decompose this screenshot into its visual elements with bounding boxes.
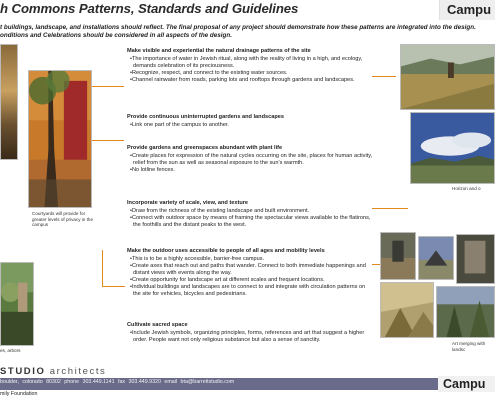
section-bullet: •Create opportunity for landscape art at different scales and frequent locations. xyxy=(130,276,325,283)
section-bullet: •Create places for expression of the natural cycles occurring on the site, places for human activity, relief from the sun as well as seasonal exposure to the sun's warmth. xyxy=(130,152,373,166)
section-heading: Make the outdoor uses accessible to people of all ages and mobility levels xyxy=(127,248,325,254)
foundation-name: mily Foundation xyxy=(0,391,38,397)
connector-line-5 xyxy=(372,208,408,209)
studio-name: STUDIO xyxy=(0,366,46,377)
campus-brand-footer: Campu xyxy=(438,376,495,392)
section-bullet: •The importance of water in Jewish ritual, along with the reality of living in a high, and ecology, demands celebration of its preciousness. xyxy=(130,55,363,69)
studio-logo xyxy=(0,366,106,377)
section-heading: Make visible and experiential the natural drainage patterns of the site xyxy=(127,48,311,54)
section-heading: Cultivate sacred space xyxy=(127,322,188,328)
intro-text xyxy=(0,24,476,40)
connector-line-4 xyxy=(372,76,396,77)
connector-line-3 xyxy=(102,250,125,287)
section-scale-view xyxy=(127,200,373,229)
photo-field-landscape xyxy=(400,44,495,110)
caption-art-landscape: Art merging with landsc xyxy=(452,341,486,352)
photo-horizon-sky xyxy=(410,112,495,184)
section-drainage xyxy=(127,48,373,84)
footer-contact: boulder, colorado 80302 phone 303.449.1141 fax 303.449.9320 email bta@barrettstudio.com xyxy=(0,379,235,385)
connector-line-1 xyxy=(92,86,124,87)
photo-art-collage-3 xyxy=(456,234,495,284)
section-bullet: •This is to be a highly accessible, barrier-free campus. xyxy=(130,255,265,262)
section-bullet: •No lotline fences. xyxy=(130,166,175,173)
section-bullet: •Link one part of the campus to another. xyxy=(130,121,229,128)
section-bullet: •Draw from the richness of the existing landscape and built environment. xyxy=(130,207,310,214)
page-title: h Commons Patterns, Standards and Guidelines xyxy=(0,1,299,16)
connector-line-6 xyxy=(372,264,380,265)
photo-courtyard xyxy=(28,70,92,208)
section-sacred-space xyxy=(127,322,373,344)
photo-art-collage-2 xyxy=(418,236,454,280)
section-gardens-continuous xyxy=(127,114,373,129)
caption-courtyard: Courtyards will provide for greater levels of privacy in the campus xyxy=(32,211,94,228)
section-greenspaces xyxy=(127,145,373,174)
section-bullet: •Create axes that reach out and paths that wander. Connect to both immediate happenings and distant views with events along the way. xyxy=(130,262,366,276)
section-bullet: •Recognize, respect, and connect to the existing water sources. xyxy=(130,69,288,76)
section-heading: Incorporate variety of scale, view, and texture xyxy=(127,200,249,206)
studio-suffix: architects xyxy=(49,366,107,377)
intro-line-2: onditions and Celebrations should be considered in all aspects of the design. xyxy=(0,32,232,40)
section-bullet: •Channel rainwater from roads, parking lots and rooftops through gardens and landscapes. xyxy=(130,76,355,83)
section-heading: Provide continuous uninterrupted gardens and landscapes xyxy=(127,114,284,120)
photo-garden-left-bottom xyxy=(0,262,34,346)
section-bullet: •Individual buildings and landscapes are to connect to and integrate with circulation patterns on the site for vehicles, bicycles and pedestrians. xyxy=(130,283,366,298)
section-heading: Provide gardens and greenspaces abundant with plant life xyxy=(127,145,283,151)
photo-art-collage-1 xyxy=(380,232,416,280)
campus-brand-header: Campu xyxy=(439,0,495,20)
photo-tree-left-top xyxy=(0,44,18,160)
section-accessibility xyxy=(127,248,373,298)
photo-art-collage-5 xyxy=(436,286,495,338)
section-bullet: •Connect with outdoor space by means of framing the spectacular views available to the flatirons, the foothills and the distant peaks to the west. xyxy=(130,214,371,228)
connector-line-2 xyxy=(92,140,124,141)
photo-art-collage-4 xyxy=(380,282,434,338)
intro-line-1: t buildings, landscape, and installations should reflect. The final proposal of any project should demonstrate how these patterns are integrated into the design. xyxy=(0,24,476,31)
caption-arbors: es, arbors xyxy=(0,348,21,353)
section-bullet: •Include Jewish symbols, organizing principles, forms, references and art that suggest a higher order. People want not only religious substance but also a sense of sanctity. xyxy=(130,329,365,343)
caption-horizon: Horizon and o xyxy=(452,186,481,191)
